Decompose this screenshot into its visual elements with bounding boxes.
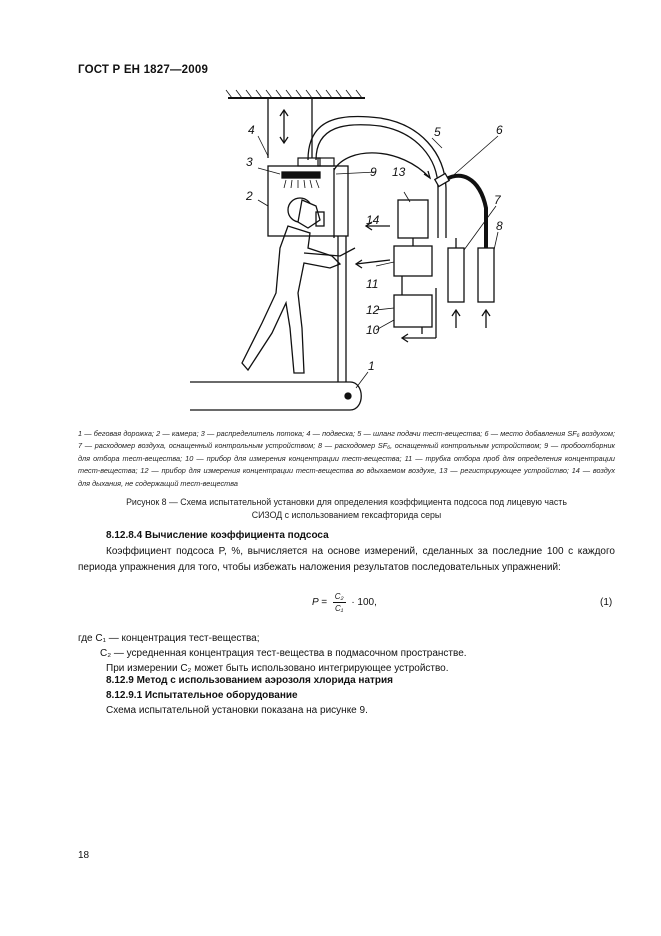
caption-line-2: СИЗОД с использованием гексафторида серы — [251, 509, 442, 520]
figure-label-6: 6 — [496, 123, 503, 137]
formula-fraction — [333, 591, 346, 614]
formula — [312, 591, 377, 614]
figure-label-7: 7 — [494, 193, 501, 207]
page-header: ГОСТ Р ЕН 1827—2009 — [78, 64, 209, 76]
figure-label-3: 3 — [246, 155, 253, 169]
section-8-12-9-1-heading: 8.12.9.1 Испытательное оборудование — [106, 690, 298, 701]
equation-number: (1) — [600, 597, 613, 608]
figure-label-9: 9 — [370, 165, 377, 179]
figure-label-10: 10 — [366, 323, 380, 337]
where-line-3: При измерении C₂ может быть использовано интегрирующее устройство. — [106, 663, 449, 674]
figure-label-1: 1 — [368, 359, 375, 373]
air-flowmeter — [448, 248, 464, 302]
where-line-1: где C₁ — концентрация тест-вещества; — [78, 633, 260, 644]
figure-label-11: 11 — [366, 277, 379, 291]
figure-label-12: 12 — [366, 303, 380, 317]
figure-label-13: 13 — [392, 165, 406, 179]
sample-tube-device — [394, 246, 432, 276]
figure-label-5: 5 — [434, 125, 441, 139]
formula-rhs: · 100, — [351, 597, 377, 609]
figure-label-14: 14 — [366, 213, 380, 227]
section-8-12-9-1-paragraph: Схема испытательной установки показана на рисунке 9. — [106, 705, 368, 716]
figure-legend: 1 — беговая дорожка; 2 — камера; 3 — распределитель потока; 4 — подвеска; 5 — шланг подачи тест-вещества; 6 — место добавления SF₆ воздухом; 7 — расходомер воздуха, оснащенный контрольным устройством; 8 — расходомер SF₆, оснащенный контрольным устройством; 9 — пробоотборник для отбора тест-вещества; 10 — прибор для измерения концентрации тест-вещества; 11 — трубка отбора проб для определения концентрации тест-вещества; 12 — прибор для измерения концентрации тест-вещества во вдыхаемом воздухе, 13 — регистрирующее устройство; 14 — воздух для дыхания, не содержащий тест-вещества — [78, 429, 615, 488]
sf6-flowmeter — [478, 248, 494, 302]
mask — [298, 200, 320, 228]
inhaled-air-meter — [394, 295, 432, 327]
test-setup-figure — [180, 88, 540, 418]
page-number: 18 — [78, 850, 90, 861]
where-line-2: C₂ — усредненная концентрация тест-вещества в подмасочном пространстве. — [100, 648, 467, 659]
figure-caption — [78, 496, 615, 521]
formula-denominator: C₁ — [334, 604, 344, 613]
caption-line-1: Рисунок 8 — Схема испытательной установки для определения коэффициента подсоса под лицевую часть — [126, 497, 567, 507]
person-body — [242, 226, 340, 373]
formula-numerator: C₂ — [334, 592, 344, 601]
figure-label-2: 2 — [246, 189, 253, 203]
treadmill — [190, 382, 361, 410]
figure-label-4: 4 — [248, 123, 255, 137]
recording-device — [398, 200, 428, 238]
section-8-12-8-4-heading: 8.12.8.4 Вычисление коэффициента подсоса — [106, 530, 329, 541]
formula-lhs: P = — [312, 597, 327, 609]
section-8-12-9-heading: 8.12.9 Метод с использованием аэрозоля хлорида натрия — [106, 675, 393, 686]
figure-label-8: 8 — [496, 219, 503, 233]
section-8-12-8-4-paragraph: Коэффициент подсоса P, %, вычисляется на основе измерений, сделанных за последние 100 с каждого периода упражнения для того, чтобы избежать наложения результатов последовательных упражнений: — [78, 546, 615, 573]
flow-distributor — [282, 172, 320, 178]
